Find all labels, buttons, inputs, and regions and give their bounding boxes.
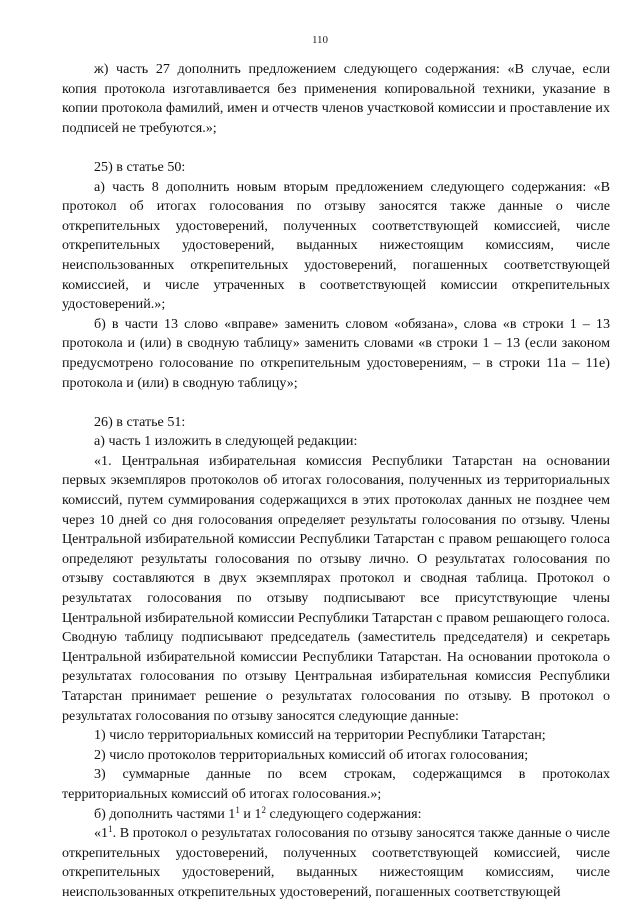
paragraph-amendment-zh: ж) часть 27 дополнить предложением следующего содержания: «В случае, если копия протокола изготавливается без применения копировальной техники, указание в копии протокола фамилий, имен и отчеств членов участковой комиссии и проставление их подписей не требуются.»; bbox=[62, 61, 610, 136]
list-item-2: 2) число протоколов территориальных комиссий об итогах голосования; bbox=[94, 746, 529, 763]
superscript: 1 bbox=[108, 824, 113, 835]
superscript: 2 bbox=[261, 804, 266, 815]
text-segment: б) дополнить частями 1 bbox=[94, 805, 236, 822]
paragraph-item-26a: а) часть 1 изложить в следующей редакции: bbox=[94, 433, 358, 450]
paragraph-item-25: 25) в статье 50: bbox=[94, 158, 186, 175]
superscript: 1 bbox=[235, 804, 240, 815]
text-segment: . В протокол о результатах голосования по отзыву заносятся также данные о числе открепительных удостоверений, полученных соответствующей комиссией, числе открепительных удостоверений, выданных нижестоящим комиссиям, числе неиспользованных открепительных удостоверений, погашенных соответствующей bbox=[62, 825, 610, 900]
paragraph-item-25a: а) часть 8 дополнить новым вторым предложением следующего содержания: «В протокол об итогах голосования по отзыву заносятся также данные о числе открепительных удостоверений, полученных соответствующей комиссией, числе открепительных удостоверений, выданных нижестоящим комиссиям, числе неиспользованных открепительных удостоверений, погашенных соответствующей комиссией, и числе утраченных в соответствующей комиссии открепительных удостоверений.»; bbox=[62, 178, 610, 313]
paragraph-item-26: 26) в статье 51: bbox=[94, 413, 186, 430]
text-segment: «1 bbox=[94, 825, 109, 842]
paragraph-part-1-1 bbox=[62, 824, 610, 902]
paragraph-item-25b: б) в части 13 слово «вправе» заменить словом «обязана», слова «в строки 1 – 13 протокола и (или) в сводную таблицу» заменить словами «в строки 1 – 13 (если законом предусмотрено голосование по открепительным удостоверениям, – в строки 11а – 11е) протокола и (или) в сводную таблицу»; bbox=[62, 315, 610, 391]
page-number: 110 bbox=[311, 34, 329, 46]
document-body bbox=[62, 60, 610, 903]
list-item-3: 3) суммарные данные по всем строкам, содержащимся в протоколах территориальных комиссий об итогах голосования.»; bbox=[62, 766, 610, 802]
paragraph-item-26b bbox=[62, 805, 610, 825]
text-segment: следующего содержания: bbox=[265, 805, 422, 822]
list-item-1: 1) число территориальных комиссий на территории Республики Татарстан; bbox=[94, 727, 546, 744]
paragraph-part-1-text: «1. Центральная избирательная комиссия Республики Татарстан на основании первых экземпляров протоколов об итогах голосования, полученных из территориальных комиссий, путем суммирования содержащихся в этих протоколах данных не позднее чем через 10 дней со дня голосования определяет результаты голосования по отзыву. Члены Центральной избирательной комиссии Республики Татарстан с правом решающего голоса определяют результаты голосования по отзыву лично. О результатах голосования по отзыву составляются в двух экземплярах протокол и сводная таблица. Протокол о результатах голосования по отзыву подписывают все присутствующие члены Центральной избирательной комиссии Республики Татарстан с правом решающего голоса. Сводную таблицу подписывают председатель (заместитель председателя) и секретарь Центральной избирательной комиссии Республики Татарстан. На основании протокола о результатах голосования по отзыву Центральная избирательная комиссия Республики Татарстан принимает решение о результатах голосования по отзыву. В протокол о результатах голосования по отзыву заносятся следующие данные: bbox=[62, 452, 610, 724]
text-segment: и 1 bbox=[239, 805, 262, 822]
